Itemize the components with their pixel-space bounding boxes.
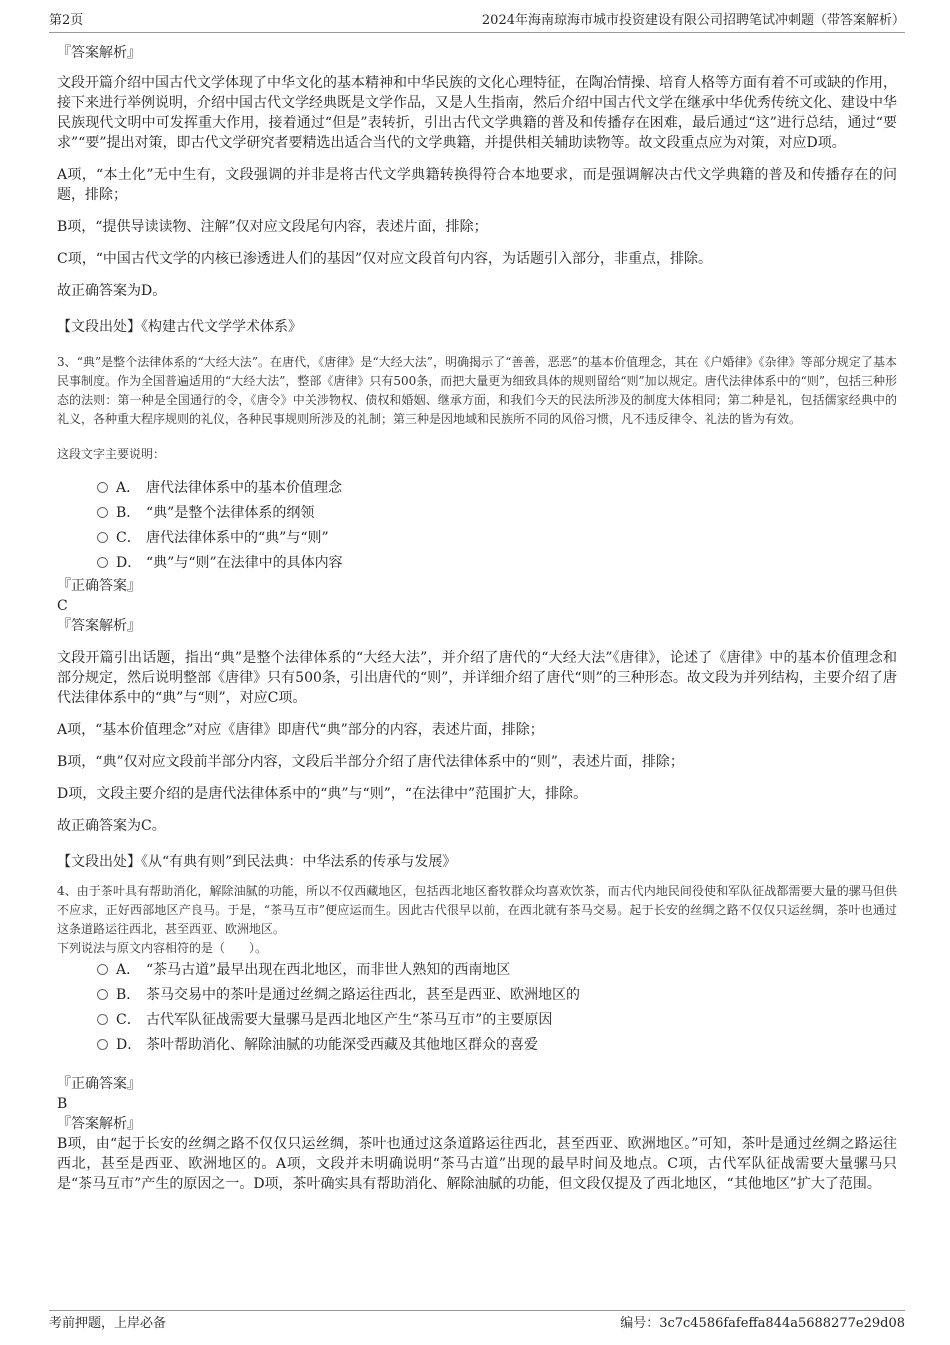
q4-options: [57, 958, 897, 1058]
q3-option-b[interactable]: [97, 501, 897, 526]
option-key: C．: [116, 530, 141, 546]
option-text: 古代军队征战需要大量骡马是西北地区产生“茶马互市”的主要原因: [146, 1012, 553, 1028]
page-header: [49, 12, 905, 33]
q2-analysis-para: B项，“提供导读读物、注解”仅对应文段尾句内容，表述片面，排除；: [57, 219, 488, 235]
q2-analysis-label: 『答案解析』: [57, 45, 141, 61]
q3-analysis-para: 故正确答案为C。: [57, 818, 166, 834]
q3-analysis-para: A项，“基本价值理念”对应《唐律》即唐代“典”部分的内容，表述片面，排除；: [57, 722, 544, 738]
radio-icon[interactable]: [97, 1039, 108, 1050]
q4-option-c[interactable]: [97, 1008, 897, 1033]
radio-icon[interactable]: [97, 507, 108, 518]
q4-question: 下列说法与原文内容相符的是（ ）。: [57, 941, 268, 955]
document-title: 2024年海南琼海市城市投资建设有限公司招聘笔试冲刺题（带答案解析）: [481, 13, 905, 28]
q3-option-a[interactable]: [97, 476, 897, 501]
q3-analysis-label: 『答案解析』: [57, 618, 141, 634]
radio-icon[interactable]: [97, 532, 108, 543]
option-key: C．: [116, 1012, 141, 1028]
radio-icon[interactable]: [97, 964, 108, 975]
option-text: 茶叶帮助消化、解除油腻的功能深受西藏及其他地区群众的喜爱: [146, 1037, 538, 1053]
q4-correct-label: 『正确答案』: [57, 1076, 141, 1092]
q2-analysis-para: 故正确答案为D。: [57, 283, 167, 299]
q4-option-a[interactable]: [97, 958, 897, 983]
q3-option-d[interactable]: [97, 551, 897, 576]
radio-icon[interactable]: [97, 557, 108, 568]
footer-slogan: 考前押题，上岸必备: [49, 1316, 167, 1331]
page-footer: [49, 1310, 905, 1335]
option-key: B．: [116, 505, 141, 521]
page-number: 第2页: [49, 13, 84, 28]
option-text: 唐代法律体系中的基本价值理念: [146, 480, 342, 496]
page-content: [57, 43, 897, 1194]
q3-answer: C: [57, 598, 68, 614]
q3-options: [57, 476, 897, 576]
q4-analysis-label: 『答案解析』: [57, 1116, 141, 1132]
q3-analysis-para: D项，文段主要介绍的是唐代法律体系中的“典”与“则”，“在法律中”范围扩大，排除。: [57, 786, 588, 802]
q2-analysis-para: 文段开篇介绍中国古代文学体现了中华文化的基本精神和中华民族的文化心理特征，在陶冶情操、培育人格等方面有着不可或缺的作用，接下来进行举例说明，介绍中国古代文学经典既是文学作品，又是人生指南，然后介绍中国古代文学在继承中华优秀传统文化、建设中华民族现代文明中可发挥重大作用，接着通过“但是”表转折，引出古代文学典籍的普及和传播存在困难，最后通过“这”进行总结，通过“要求”“要”提出对策，即古代文学研究者要精选出适合当代的文学典籍，并提供相关辅助读物等。故文段重点应为对策，对应D项。: [57, 75, 897, 151]
option-text: “典”与“则”在法律中的具体内容: [146, 555, 343, 571]
radio-icon[interactable]: [97, 482, 108, 493]
q4-answer: B: [57, 1096, 68, 1112]
option-key: D．: [116, 1037, 142, 1053]
option-text: 唐代法律体系中的“典”与“则”: [146, 530, 329, 546]
radio-icon[interactable]: [97, 1014, 108, 1025]
q3-analysis-para: B项，“典”仅对应文段前半部分内容，文段后半部分介绍了唐代法律体系中的“则”，表述片面，排除；: [57, 754, 684, 770]
option-text: 茶马交易中的茶叶是通过丝绸之路运往西北，甚至是西亚、欧洲地区的: [146, 987, 580, 1003]
q3-question: 这段文字主要说明：: [57, 447, 166, 461]
q3-stem: 3、“典”是整个法律体系的“大经大法”。在唐代，《唐律》是“大经大法”，明确揭示了“善善，恶恶”的基本价值理念，其在《户婚律》《杂律》等部分规定了基本民事制度。作为全国普遍适用的“大经大法”，整部《唐律》只有500条，而把大量更为细致具体的规则留给“则”加以规定。唐代法律体系中的“则”，包括三种形态的法则：第一种是全国通行的令，《唐令》中关涉物权、债权和婚姻、继承方面，和我们今天的民法所涉及的制度大体相同；第二种是礼，包括儒家经典中的礼义，各种重大程序规则的礼仪，各种民事规则所涉及的礼制；第三种是因地域和民族所不同的风俗习惯，凡不违反律令、礼法的皆为有效。: [57, 355, 897, 426]
option-text: “典”是整个法律体系的纲领: [146, 505, 315, 521]
q2-analysis-para: A项，“本土化”无中生有，文段强调的并非是将古代文学典籍转换得符合本地要求，而是强调解决古代文学典籍的普及和传播存在的问题，排除；: [57, 167, 897, 203]
document-id: 编号：3c7c4586fafeffa844a5688277e29d08: [620, 1316, 905, 1331]
option-key: A．: [116, 480, 141, 496]
option-key: D．: [116, 555, 142, 571]
option-text: “茶马古道”最早出现在西北地区，而非世人熟知的西南地区: [146, 962, 511, 978]
q4-stem: 4、由于茶叶具有帮助消化，解除油腻的功能，所以不仅西藏地区，包括西北地区畜牧群众均喜欢饮茶，而古代内地民间役使和军队征战都需要大量的骡马但供不应求，正好西部地区产良马。于是，“茶马互市”便应运而生。因此古代很早以前，在西北就有茶马交易。起于长安的丝绸之路不仅仅只运丝绸，茶叶也通过这条道路运往西北，甚至西亚、欧洲地区。: [57, 884, 897, 936]
q4-analysis-para: B项，由“起于长安的丝绸之路不仅仅只运丝绸，茶叶也通过这条道路运往西北，甚至西亚、欧洲地区。”可知，茶叶是通过丝绸之路运往西北，甚至是西亚、欧洲地区的。A项，文段并未明确说明“茶马古道”出现的最早时间及地点。C项，古代军队征战需要大量骡马只是“茶马互市”产生的原因之一。D项，茶叶确实具有帮助消化、解除油腻的功能，但文段仅提及了西北地区，“其他地区”扩大了范围。: [57, 1136, 897, 1192]
q4-option-b[interactable]: [97, 983, 897, 1008]
q3-option-c[interactable]: [97, 526, 897, 551]
option-key: B．: [116, 987, 141, 1003]
option-key: A．: [116, 962, 141, 978]
q3-correct-label: 『正确答案』: [57, 578, 141, 594]
q4-option-d[interactable]: [97, 1033, 897, 1058]
q3-analysis-para: 文段开篇引出话题，指出“典”是整个法律体系的“大经大法”，并介绍了唐代的“大经大法”《唐律》，论述了《唐律》中的基本价值理念和部分规定，然后说明整部《唐律》只有500条，引出唐代的“则”，并详细介绍了唐代“则”的三种形态。故文段为并列结构，主要介绍了唐代法律体系中的“典”与“则”，对应C项。: [57, 650, 897, 706]
q3-source: 【文段出处】《从“有典有则”到民法典：中华法系的传承与发展》: [57, 854, 457, 870]
q2-source: 【文段出处】《构建古代文学学术体系》: [57, 319, 302, 335]
radio-icon[interactable]: [97, 989, 108, 1000]
q2-analysis-para: C项，“中国古代文学的内核已渗透进人们的基因”仅对应文段首句内容，为话题引入部分，非重点，排除。: [57, 251, 713, 267]
